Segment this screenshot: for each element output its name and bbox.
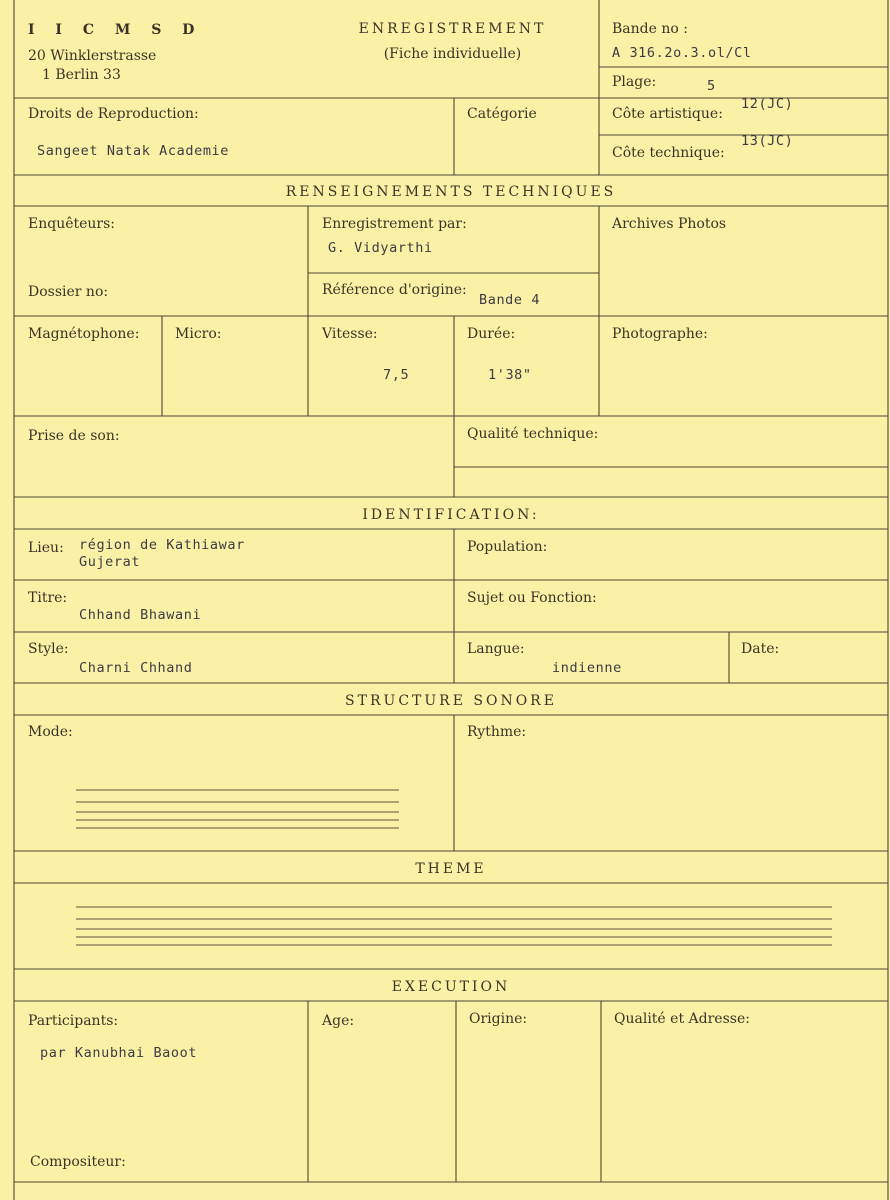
sujet-fonction-label: Sujet ou Fonction: [467,590,597,606]
vitesse-label: Vitesse: [322,326,378,342]
vitesse-value: 7,5 [383,367,410,383]
lieu-value-line2: Gujerat [79,554,141,570]
enregistrement-par-value: G. Vidyarthi [328,240,433,256]
photographe-label: Photographe: [612,326,708,342]
section-identification: IDENTIFICATION: [362,507,540,523]
form-title: ENREGISTREMENT [358,21,547,37]
enqueteurs-label: Enquêteurs: [28,216,116,232]
plage-label: Plage: [612,74,657,90]
institute-logo: I I C M S D [28,22,203,38]
bande-label: Bande no : [612,21,688,37]
lieu-value-line1: région de Kathiawar [79,537,245,553]
age-label: Age: [322,1013,355,1029]
archives-photos-label: Archives Photos [612,216,727,232]
section-execution: EXECUTION [391,979,511,995]
dossier-label: Dossier no: [28,284,109,300]
mode-label: Mode: [28,724,73,740]
date-label: Date: [741,641,780,657]
population-label: Population: [467,539,548,555]
address-city: 1 Berlin 33 [42,67,121,83]
section-renseignements-techniques: RENSEIGNEMENTS TECHNIQUES [285,184,617,200]
style-value: Charni Chhand [79,660,193,676]
categorie-label: Catégorie [467,106,537,122]
cote-technique-label: Côte technique: [612,145,725,161]
cote-artistique-value: 12(JC) [741,96,794,112]
cote-artistique-label: Côte artistique: [612,106,723,122]
section-theme: THEME [415,861,487,877]
duree-label: Durée: [467,326,516,342]
style-label: Style: [28,641,69,657]
form-subtitle: (Fiche individuelle) [383,46,522,62]
duree-value: 1'38" [488,367,532,383]
participants-value: par Kanubhai Baoot [40,1045,198,1061]
lieu-label: Lieu: [28,540,64,556]
titre-label: Titre: [28,590,68,606]
droits-label: Droits de Reproduction: [28,106,199,122]
enregistrement-par-label: Enregistrement par: [322,216,467,232]
reference-origine-value: Bande 4 [479,292,541,308]
rythme-label: Rythme: [467,724,527,740]
section-structure-sonore: STRUCTURE SONORE [345,693,557,709]
qualite-adresse-label: Qualité et Adresse: [614,1011,750,1027]
plage-value: 5 [707,78,716,94]
origine-label: Origine: [469,1011,528,1027]
address-street: 20 Winklerstrasse [28,48,157,64]
cote-technique-value: 13(JC) [741,133,794,149]
reference-origine-label: Référence d'origine: [322,282,467,298]
droits-value: Sangeet Natak Academie [37,143,230,159]
micro-label: Micro: [175,326,222,342]
compositeur-label: Compositeur: [30,1154,126,1170]
prise-de-son-label: Prise de son: [28,428,120,444]
participants-label: Participants: [28,1013,119,1029]
bande-value: A 316.2o.3.ol/Cl [612,45,752,61]
titre-value: Chhand Bhawani [79,607,202,623]
qualite-technique-label: Qualité technique: [467,426,599,442]
langue-value: indienne [552,660,622,676]
langue-label: Langue: [467,641,525,657]
magnetophone-label: Magnétophone: [28,326,140,342]
